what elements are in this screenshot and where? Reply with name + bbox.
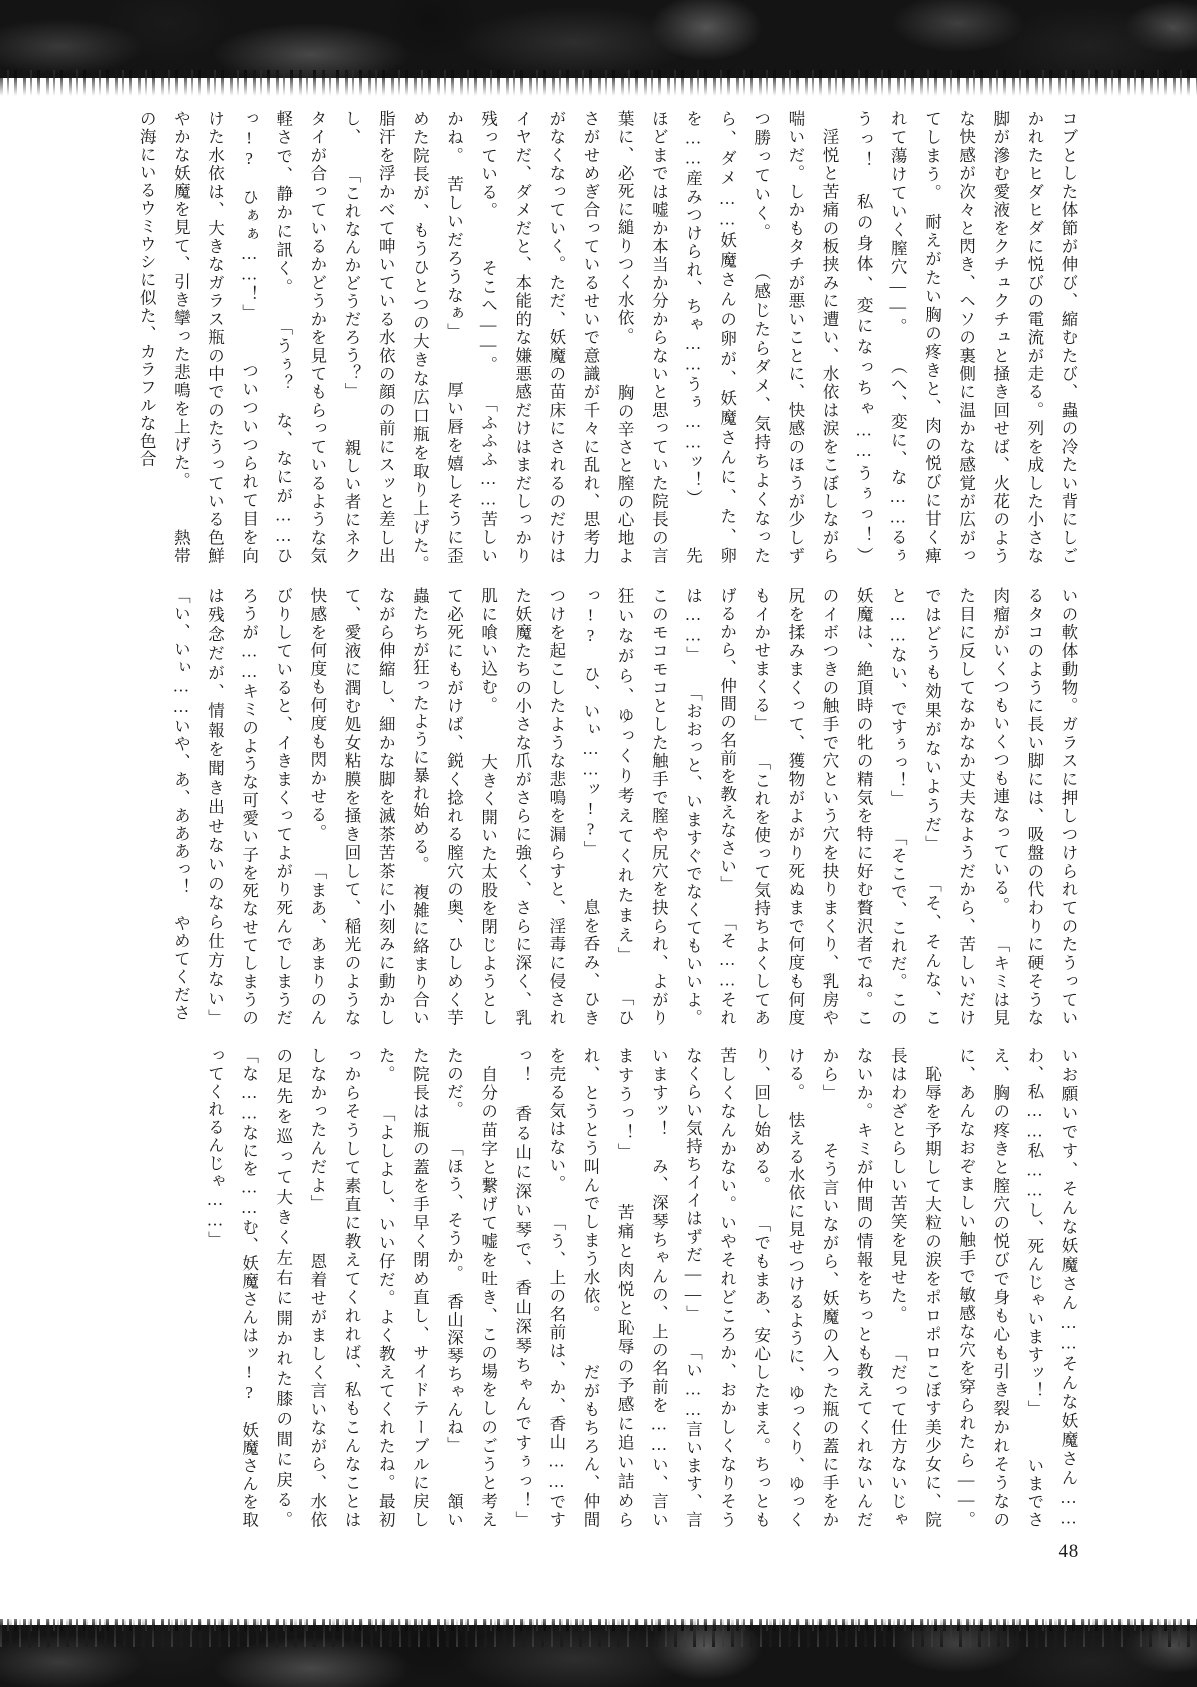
paragraph-group-2: いの軟体動物。ガラスに押しつけられてのたうっているタコのように長い脚には、吸盤の代わりに硬そうな肉瘤がいくつもいくつも連なっている。 「キミは見た目に反してなかなか丈夫なようだから、苦しいだけではどうも効果がないようだ」 「そ、そんな、こと……ない、ですぅっ！」 「そこで、これだ。この妖魔は、絶頂時の牝の精気を特に好む贅沢者でね。このイボつきの触手で穴という穴を抉りまくり、乳房や尻を揉みまくって、獲物がよがり死ぬまで何度も何度もイかせまくる」 「これを使って気持ちよくしてあげるから、仲間の名前を教えなさい」 「そ……それは……」 「おおっと、いますぐでなくてもいいよ。このモコモコとした触手で膣や尻穴を抉られ、よがり狂いながら、ゆっくり考えてくれたまえ」 「ひっ!? ひ、いぃ……ッ!?」 息を呑み、ひきつけを起こしたような悲鳴を漏らすと、淫毒に侵された妖魔たちの小さな爪がさらに強く、さらに深く、乳肌に喰い込む。 大きく開いた太股を閉じようとして必死にもがけば、鋭く捻れる膣穴の奥、ひしめく芋蟲たちが狂ったように暴れ始める。 複雑に絡まり合いながら伸縮し、細かな脚を滅茶苦茶に小刻みに動かして、愛液に潤む処女粘膜を掻き回して、稲光のような快感を何度も何度も閃かせる。 「まあ、あまりのんびりしていると、イきまくってよがり死んでしまうだろうが……キミのような可愛い子を死なせてしまうのは残念だが、情報を聞き出せないのなら仕方ない」 「い、いぃ……いや、あ、あああっ！ やめてくださ <box>171 587 1078 1027</box>
ink-texture-top <box>0 0 1197 78</box>
torn-edge-bottom-secondary <box>0 1619 1197 1647</box>
text-block-1 <box>120 110 1085 583</box>
grunge-ink-band-bottom <box>0 1619 1197 1687</box>
text-block-3 <box>120 1047 1085 1529</box>
text-block-2 <box>120 587 1085 1027</box>
torn-edge-top <box>0 70 1197 96</box>
page-body <box>120 110 1085 1580</box>
page-number: 48 <box>1058 1541 1079 1562</box>
paragraph-group-3: いお願いです、そんな妖魔さん……そんな妖魔さん……わ、私……私……し、死んじゃいますッ！」 いまでさえ、胸の疼きと膣穴の悦びで身も心も引き裂かれそうなのに、あんなおぞましい触手で敏感な穴を穿られたら——。 恥辱を予期して大粒の涙をポロポロこぼす美少女に、院長はわざとらしい苦笑を見せた。 「だって仕方ないじゃないか。キミが仲間の情報をちっとも教えてくれないんだから」 そう言いながら、妖魔の入った瓶の蓋に手をかける。 怯える水依に見せつけるように、ゆっくり、ゆっくり、回し始める。 「でもまあ、安心したまえ。ちっとも苦しくなんかない。いやそれどころか、おかしくなりそうなくらい気持ちイイはずだ——」 「い……言います、言いますッ！ み、深琴ちゃんの、上の名前を……い、言いますうっ！」 苦痛と肉悦と恥辱の予感に追い詰められ、とうとう叫んでしまう水依。 だがもちろん、仲間を売る気はない。 「う、上の名前は、か、香山……ですっ！ 香る山に深い琴で、香山深琴ちゃんですぅっ！」 自分の苗字と繋げて嘘を吐き、この場をしのごうと考えたのだ。 「ほう、そうか。 香山深琴ちゃんね」 頷いた院長は瓶の蓋を手早く閉め直し、サイドテーブルに戻した。 「よしよし、いい仔だ。よく教えてくれたね。最初っからそうして素直に教えてくれれば、私もこんなことはしなかったんだよ」 恩着せがましく言いながら、水依の足先を巡って大きく左右に開かれた膝の間に戻る。 「な……なにを……む、妖魔さんはッ!? 妖魔さんを取ってくれるんじゃ……」 <box>205 1047 1078 1529</box>
paragraph-group-1: コブとした体節が伸び、縮むたび、蟲の冷たい背にしごかれたヒダヒダに悦びの電流が走る。列を成した小さな脚が滲む愛液をクチュクチュと掻き回せば、火花のような快感が次々と閃き、ヘソの裏側に温かな感覚が広がってしまう。 耐えがたい胸の疼きと、肉の悦びに甘く痺れて蕩けていく膣穴——。 （へ、変に、な……るぅうっ！ 私の身体、変になっちゃ……うぅっ！） 淫悦と苦痛の板挟みに遭い、水依は涙をこぼしながら喘いだ。しかもタチが悪いことに、快感のほうが少しずつ勝っていく。 （感じたらダメ、気持ちよくなったら、ダメ……妖魔さんの卵が、妖魔さんに、た、卵を……産みつけられ、ちゃ……うぅ……ッ！） 先ほどまでは嘘か本当か分からないと思っていた院長の言葉に、必死に縋りつく水依。 胸の辛さと膣の心地よさがせめぎ合っているせいで意識が千々に乱れ、思考力がなくなっていく。ただ、妖魔の苗床にされるのだけはイヤだ、ダメだと、本能的な嫌悪感だけはまだしっかり残っている。 そこへ——。 「ふふふ……苦しいかね。 苦しいだろうなぁ」 厚い唇を嬉しそうに歪めた院長が、もうひとつの大きな広口瓶を取り上げた。 脂汗を浮かべて呻いている水依の顔の前にスッと差し出し、 「これなんかどうだろう？」 親しい者にネクタイが合っているかどうかを見てもらっているような気軽さで、静かに訊く。 「うぅ？ な、なにが……ひっ!? ひぁぁ……！」 ついついつられて目を向けた水依は、大きなガラス瓶の中でのたうっている色鮮やかな妖魔を見て、引き攣った悲鳴を上げた。 熱帯の海にいるウミウシに似た、カラフルな色合 <box>137 110 1078 583</box>
grunge-ink-band-top <box>0 0 1197 96</box>
